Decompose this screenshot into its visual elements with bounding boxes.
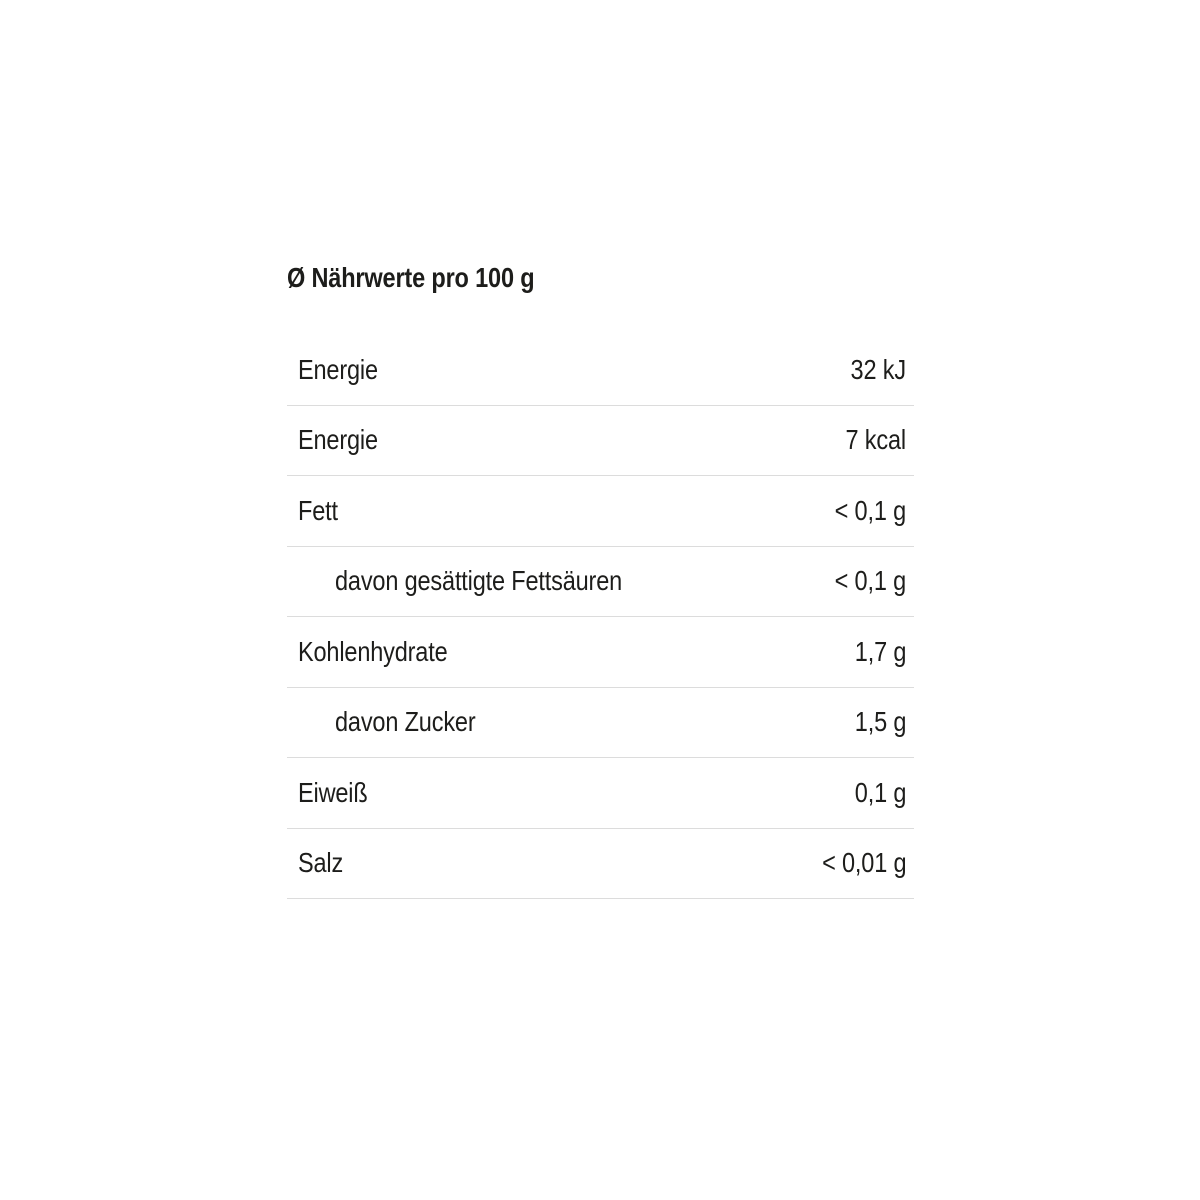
nutrition-row <box>287 406 914 477</box>
nutrient-label: Fett <box>298 494 338 526</box>
nutrient-label: Energie <box>298 353 378 385</box>
nutrient-label: davon Zucker <box>335 706 476 738</box>
nutrient-value: 1,7 g <box>854 635 906 667</box>
nutrition-row <box>287 829 914 900</box>
nutrition-row <box>287 547 914 618</box>
nutrient-value: 32 kJ <box>850 353 906 385</box>
nutrient-value: < 0,01 g <box>821 847 906 879</box>
nutrient-label: Eiweiß <box>298 776 368 808</box>
nutrient-label: Salz <box>298 847 344 879</box>
nutrition-table <box>287 335 914 899</box>
nutrient-label: Kohlenhydrate <box>298 635 448 667</box>
nutrient-label: Energie <box>298 424 378 456</box>
nutrient-value: < 0,1 g <box>834 565 906 597</box>
nutrient-value: 0,1 g <box>854 776 906 808</box>
nutrient-value: 1,5 g <box>854 706 906 738</box>
nutrition-row <box>287 476 914 547</box>
nutrition-row <box>287 335 914 406</box>
nutrient-value: 7 kcal <box>845 424 906 456</box>
nutrition-row <box>287 617 914 688</box>
nutrition-title: Ø Nährwerte pro 100 g <box>287 262 535 293</box>
nutrition-row <box>287 688 914 759</box>
nutrient-value: < 0,1 g <box>834 494 906 526</box>
nutrient-label: davon gesättigte Fettsäuren <box>335 565 623 597</box>
nutrition-row <box>287 758 914 829</box>
nutrition-panel <box>287 262 914 899</box>
